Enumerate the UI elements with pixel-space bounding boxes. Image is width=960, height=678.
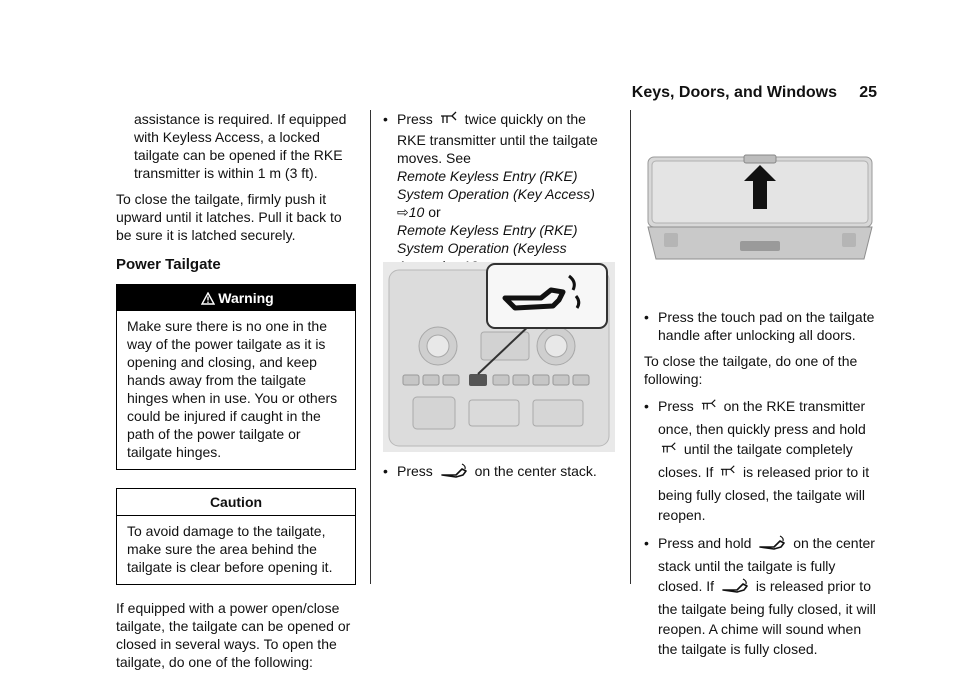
heading-power-tailgate: Power Tailgate [116,256,221,273]
rke-tailgate-icon [440,111,458,131]
paragraph-close-methods: To close the tailgate, do one of the following: [644,353,858,387]
section-title: Keys, Doors, and Windows [631,84,837,101]
cross-reference-page[interactable]: 10 [408,204,425,220]
warning-body: Make sure there is no one in the way of the power tailgate as it is opening and closing, and keep hands away from the tailgate hinges when in use. You or others could be injured if caught in the path of the power tailgate or tailgate hinges. [127,318,338,460]
column-1 [116,110,356,671]
column-3 [644,308,876,659]
list-item-touch-pad: • Press the touch pad on the tailgate handle after unlocking all doors. [644,308,876,344]
caution-title: Caution [117,489,355,516]
center-stack-image [383,262,615,452]
bullet-text: Press [397,463,433,479]
cross-reference[interactable]: Remote Keyless Entry (RKE) System Operation (Key Access) [397,168,595,202]
bullet-text: is released prior to the tailgate being fully closed, it will reopen. A chime will sound when the tailgate is fully closed. [658,578,876,657]
paragraph-keyless-access: assistance is required. If equipped with Keyless Access, a locked tailgate can be opened if the RKE transmitter is within 1 m (3 ft). [134,111,347,181]
caution-box [116,488,356,585]
cross-reference[interactable]: Remote Keyless Entry (RKE) System Operation (Keyless [397,222,578,256]
rke-tailgate-icon [720,464,736,485]
or-text: or [428,204,441,220]
tailgate-switch-icon [440,463,468,483]
column-divider-2 [630,110,631,584]
list-item-center-stack [383,462,615,483]
running-header [631,84,877,108]
tailgate-image [644,149,876,273]
bullet-text: on the RKE transmitter once, then quickly press and hold [658,398,866,437]
paragraph-close-tailgate: To close the tailgate, firmly push it upward until it latches. Pull it back to be sure it is latched securely. [116,191,342,243]
tailgate-switch-icon [721,578,749,599]
warning-box [116,284,356,470]
rke-tailgate-icon [701,398,717,419]
arrow-right-icon: ⇨ [397,204,409,220]
bullet-text: on the center stack until the tailgate is fully closed. If [658,535,875,594]
column-divider-1 [370,110,371,584]
bullet-text: Press [397,111,433,127]
bullet-text: twice quickly on the RKE transmitter until the tailgate moves. See [397,111,598,166]
caution-body: To avoid damage to the tailgate, make sure the area behind the tailgate is clear before opening it. [127,523,333,575]
list-item-center-stack-close [644,533,876,659]
tailgate-switch-icon [758,535,786,556]
warning-triangle-icon [201,288,215,314]
warning-header [117,285,355,311]
page-number: 25 [859,84,877,101]
list-item-rke-close [644,396,876,525]
bullet-text: Press and hold [658,535,752,551]
warning-title: Warning [218,290,274,306]
column-2-lower [383,462,615,483]
bullet-text: is released prior to it being fully closed, the tailgate will reopen. [658,464,870,523]
bullet-text: on the center stack. [474,463,597,479]
bullet-text: Press [658,398,694,414]
paragraph-open-methods: If equipped with a power open/close tailgate, the tailgate can be opened or closed in several ways. To open the tailgate, do one of the following: [116,600,351,670]
bullet-text: until the tailgate completely closes. If [658,441,853,480]
rke-tailgate-icon [661,441,677,462]
